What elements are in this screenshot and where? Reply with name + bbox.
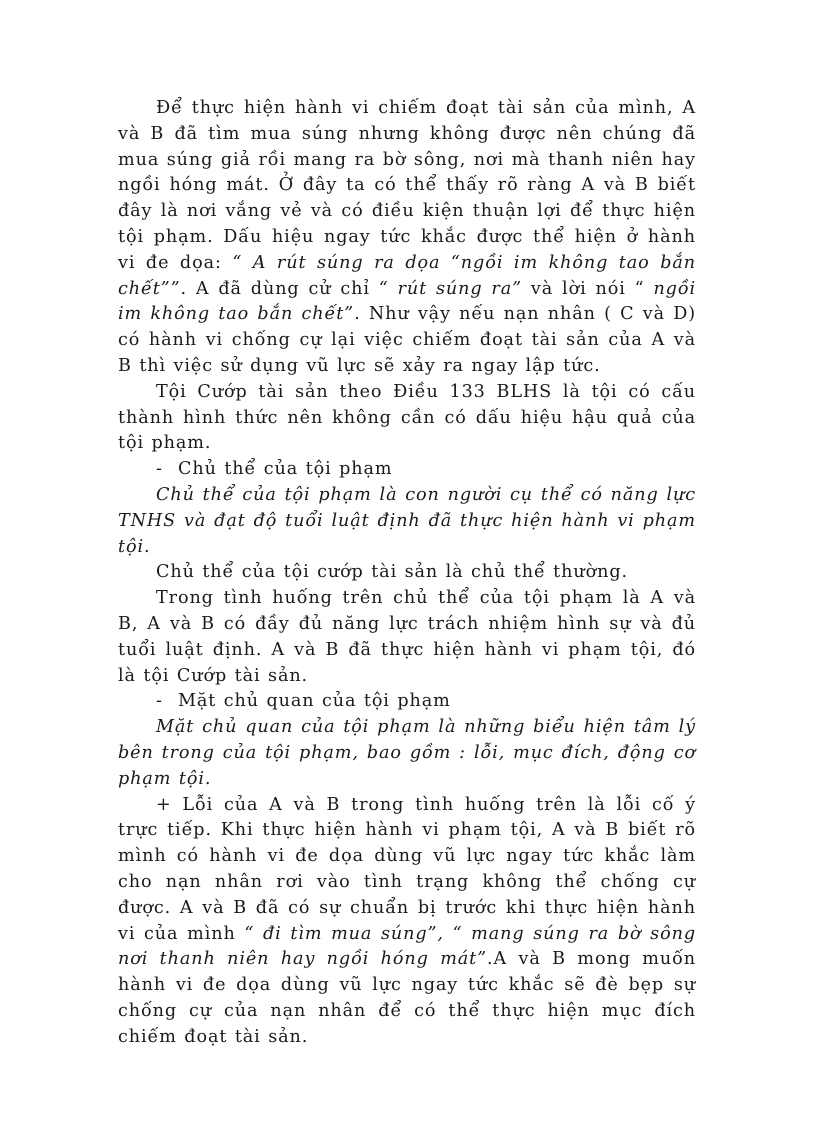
- paragraph-5: Trong tình huống trên chủ thể của tội phạm là A và B, A và B có đầy đủ năng lực trách nhiệm hình sự và đủ tuổi luật định. A và B đã thực hiện hành vi phạm tội, đó là tội Cướp tài sản.: [118, 588, 696, 686]
- paragraph-1-text-c: và lời nói “: [522, 278, 654, 299]
- paragraph-2: Tội Cướp tài sản theo Điều 133 BLHS là tội có cấu thành hình thức nên không cần có dấu hiệu hậu quả của tội phạm.: [118, 381, 696, 454]
- section-heading-subject: [118, 457, 696, 483]
- paragraph-1-text-a: Để thực hiện hành vi chiếm đoạt tài sản của mình, A và B đã tìm mua súng nhưng không được nên chúng đã mua súng giả rồi mang ra bờ sông, nơi mà thanh niên hay ngồi hóng mát. Ở đây ta có thể thấy rõ ràng A và B biết đây là nơi vắng vẻ và có điều kiện thuận lợi để thực hiện tội phạm. Dấu hiệu ngay tức khắc được thể hiện ở hành vi đe dọa:: [118, 98, 696, 273]
- section-heading-subjective: [118, 689, 696, 715]
- paragraph-1-text-d: . Như vậy nếu nạn nhân ( C và D) có hành vi chống cự lại việc chiếm đoạt tài sản của A và B thì việc sử dụng vũ lực sẽ xảy ra ngay lập tức.: [118, 304, 697, 376]
- paragraph-3-definition: Chủ thể của tội phạm là con người cụ thể có năng lực TNHS và đạt độ tuổi luật định đã thực hiện hành vi phạm tội.: [118, 484, 696, 557]
- bullet-mark: -: [156, 691, 163, 712]
- paragraph-7: [118, 793, 696, 1051]
- section-heading-subjective-text: Mặt chủ quan của tội phạm: [178, 691, 451, 712]
- paragraph-6-definition: Mặt chủ quan của tội phạm là những biểu hiện tâm lý bên trong của tội phạm, bao gồm : lỗi, mục đích, động cơ phạm tội.: [118, 717, 696, 789]
- paragraph-1-quote-b: “ rút súng ra”: [378, 278, 523, 299]
- paragraph-1-quote-a: “ A rút súng ra dọa “ngồi im không tao bắn chết””: [118, 252, 696, 299]
- paragraph-1-text-b: . A đã dùng cử chỉ: [180, 278, 379, 299]
- paragraph-7-quote: “ đi tìm mua súng”, “ mang súng ra bờ sông nơi thanh niên hay ngồi hóng mát”: [118, 923, 697, 970]
- paragraph-1-quote-c: ngồi im không tao bắn chết”: [118, 278, 697, 325]
- bullet-mark: -: [156, 459, 163, 480]
- paragraph-4: Chủ thể của tội cướp tài sản là chủ thể thường.: [156, 562, 628, 583]
- paragraph-7-text-a: + Lỗi của A và B trong tình huống trên là lỗi cố ý trực tiếp. Khi thực hiện hành vi phạm tội, A và B biết rõ mình có hành vi đe dọa dùng vũ lực ngay tức khắc làm cho nạn nhân rơi vào tình trạng không thể chống cự được. A và B đã có sự chuẩn bị trước khi thực hiện hành vi của mình: [118, 794, 696, 944]
- paragraph-7-text-b: .A và B mong muốn hành vi đe dọa dùng vũ lực ngay tức khắc sẽ đè bẹp sự chống cự của nạn nhân để có thể thực hiện mục đích chiếm đoạt tài sản.: [118, 949, 697, 1047]
- document-body: [118, 96, 696, 1050]
- paragraph-1: [118, 96, 696, 380]
- section-heading-subject-text: Chủ thể của tội phạm: [178, 459, 393, 480]
